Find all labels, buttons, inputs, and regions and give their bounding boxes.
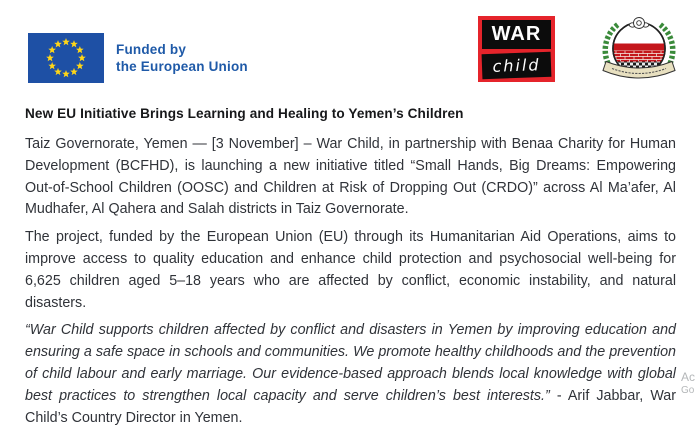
headline: New EU Initiative Brings Learning and Healing to Yemen’s Children	[25, 106, 464, 121]
eu-funded-logo	[28, 33, 248, 83]
press-release	[25, 106, 676, 435]
war-child-logo-war-text: WAR	[482, 20, 551, 49]
quote-text: “War Child supports children affected by conflict and disasters in Yemen by improving education and ensuring a safe space in schools and communities. We promote healthy childhoods and the prevention of child labour and early marriage. Our evidence-based approach blends local knowledge with global best practices to strengthen local capacity and serve children’s best interests.”	[25, 322, 676, 404]
eu-funded-text	[116, 41, 248, 75]
eu-flag-icon	[28, 33, 104, 83]
war-child-logo	[478, 16, 555, 82]
war-child-logo-child-text: child	[482, 51, 552, 79]
quote-attribution: - Arif Jabbar, War Child’s Country Director in Yemen.	[25, 387, 676, 426]
windows-activation-watermark	[681, 371, 695, 397]
bcfhd-emblem-icon	[600, 11, 678, 88]
paragraph-1: Taiz Governorate, Yemen — [3 November] – War Child, in partnership with Benaa Charity for Human Development (BCFHD), is launching a new initiative titled “Small Hands, Big Dreams: Empowering Out-of-School Children (OOSC) and Children at Risk of Dropping Out (CRDO)” across Al Ma’afer, Al Mudhafer, Al Qahera and Salah districts in Taiz Governorate.	[25, 136, 676, 218]
watermark-line2: Go	[681, 385, 695, 396]
eu-funded-text-line2: the European Union	[116, 59, 248, 74]
quote-paragraph	[25, 320, 676, 429]
eu-funded-text-line1: Funded by	[116, 42, 187, 57]
paragraph-2: The project, funded by the European Union (EU) through its Humanitarian Aid Operations, aims to improve access to quality education and enhance child protection and psychosocial well-being for 6,625 children aged 5–18 years who are affected by conflict, economic instability, and natural disasters.	[25, 229, 676, 311]
watermark-line1: Ac	[681, 370, 696, 384]
